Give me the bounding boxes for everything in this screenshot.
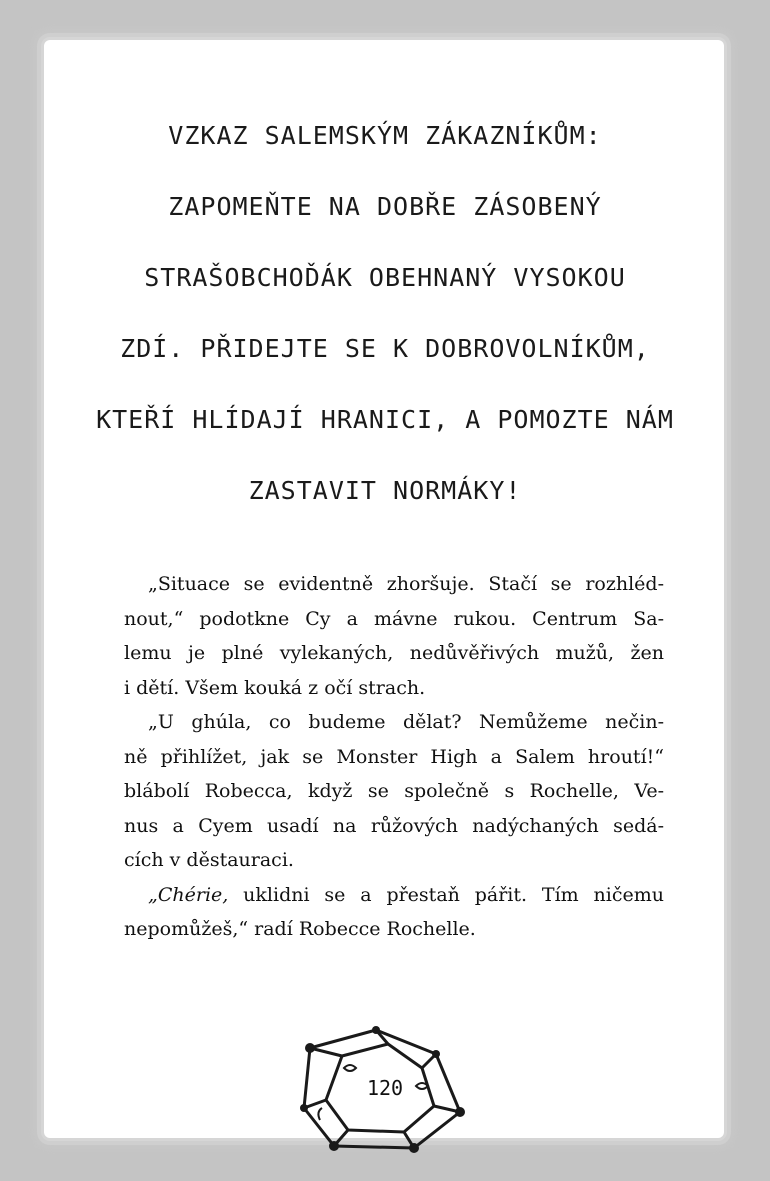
text-line: i dětí. Všem kouká z očí strach. (124, 676, 426, 699)
headline-line: KTEŘÍ HLÍDAJÍ HRANICI, A POMOZTE NÁM (96, 405, 674, 434)
text-line: „U ghúla, co budeme dělat? Nemůžeme nečin- (148, 711, 664, 733)
text-line: blábolí Robecca, když se společně s Rochelle, Ve- (124, 780, 664, 802)
headline-line: ZDÍ. PŘIDEJTE SE K DOBROVOLNÍKŮM, (120, 334, 650, 363)
text-line: lemu je plné vylekaných, nedůvěřivých mužů, žen (124, 642, 664, 664)
paragraph-1 (124, 567, 664, 705)
text-line (148, 878, 664, 913)
text-line: nepomůžeš,“ radí Robecce Rochelle. (124, 918, 476, 940)
text-line: nus a Cyem usadí na růžových nadýchaných sedá- (124, 814, 664, 837)
text-line: nout,“ podotkne Cy a mávne rukou. Centrum Sa- (124, 607, 664, 630)
text-line: ně přihlížet, jak se Monster High a Salem hroutí!“ (124, 745, 664, 768)
body-text (124, 567, 664, 947)
paragraph-2 (124, 705, 664, 878)
headline-line: VZKAZ SALEMSKÝM ZÁKAZNÍKŮM: (168, 121, 602, 150)
text-line: cích v děstauraci. (124, 849, 294, 871)
italic-word: „Chérie, (148, 883, 229, 906)
headline-line: ZAPOMEŇTE NA DOBŘE ZÁSOBENÝ (168, 192, 602, 221)
headline-notice (60, 108, 710, 534)
text-fragment: uklidni se a přestaň pářit. Tím ničemu (228, 883, 664, 906)
paragraph-3 (124, 878, 664, 947)
text-line: „Situace se evidentně zhoršuje. Stačí se rozhléd- (148, 573, 664, 595)
headline-line: STRAŠOBCHOĎÁK OBEHNANÝ VYSOKOU (144, 263, 626, 292)
headline-line: ZASTAVIT NORMÁKY! (248, 476, 522, 505)
page-number: 120 (366, 1076, 404, 1100)
